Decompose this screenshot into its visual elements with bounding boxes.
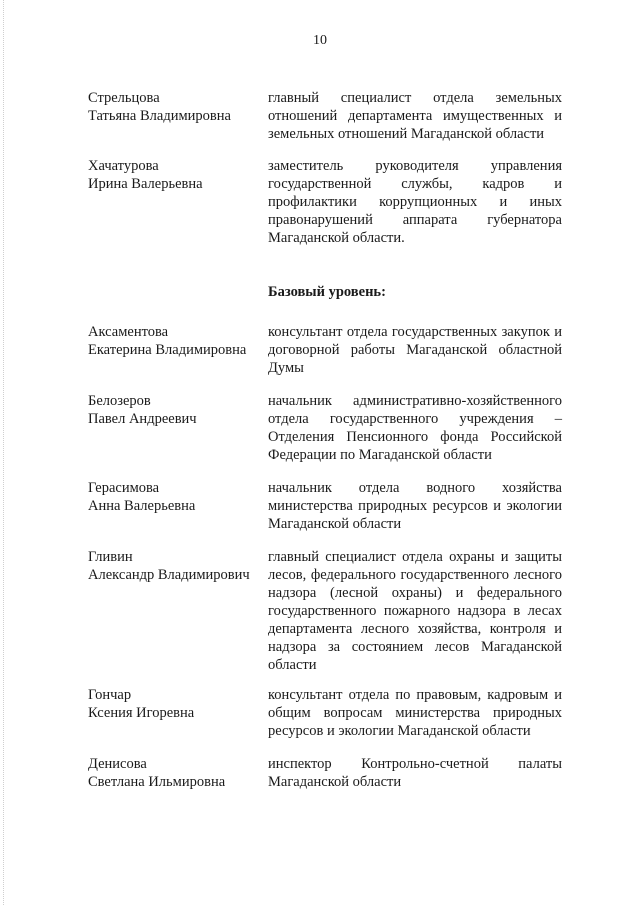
person-position: консультант отдела по правовым, кадровым и общим вопросам министерства природных ресурсов и экологии Магаданской области <box>268 687 562 739</box>
section-heading: Базовый уровень: <box>268 284 386 300</box>
person-name <box>88 479 263 515</box>
surname: Аксаментова <box>88 324 169 340</box>
surname: Белозеров <box>88 393 151 409</box>
surname: Денисова <box>88 756 147 772</box>
person-position: заместитель руководителя управления государственной службы, кадров и профилактики коррупционных и иных правонарушений аппарата губернатора Магаданской области. <box>268 158 562 246</box>
surname: Гливин <box>88 549 133 565</box>
scan-edge <box>3 0 5 905</box>
surname: Хачатурова <box>88 158 159 174</box>
given-name: Екатерина Владимировна <box>88 342 247 358</box>
surname: Гончар <box>88 687 132 703</box>
given-name: Ксения Игоревна <box>88 705 195 721</box>
given-name: Светлана Ильмировна <box>88 774 226 790</box>
surname: Герасимова <box>88 480 160 496</box>
person-name <box>88 548 263 584</box>
person-position: главный специалист отдела земельных отношений департамента имущественных и земельных отношений Магаданской области <box>268 90 562 142</box>
person-position: консультант отдела государственных закупок и договорной работы Магаданской областной Думы <box>268 324 562 376</box>
given-name: Анна Валерьевна <box>88 498 196 514</box>
person-name <box>88 392 263 428</box>
given-name: Александр Владимирович <box>88 567 250 583</box>
given-name: Павел Андреевич <box>88 411 197 427</box>
person-name <box>88 755 263 791</box>
given-name: Татьяна Владимировна <box>88 108 231 124</box>
person-name <box>88 686 263 722</box>
person-name <box>88 323 263 359</box>
person-name <box>88 89 263 125</box>
page-number: 10 <box>313 33 327 48</box>
person-position: начальник отдела водного хозяйства министерства природных ресурсов и экологии Магаданской области <box>268 480 562 532</box>
person-position: главный специалист отдела охраны и защиты лесов, федерального государственного лесного надзора (лесной охраны) и федерального государственного пожарного надзора в лесах департамента лесного хозяйства, контроля и надзора за состоянием лесов Магаданской области <box>268 549 562 673</box>
person-position: начальник административно-хозяйственного отдела государственного учреждения – Отделения Пенсионного фонда Российской Федерации по Магаданской области <box>268 393 562 463</box>
person-position: инспектор Контрольно-счетной палаты Магаданской области <box>268 756 562 790</box>
surname: Стрельцова <box>88 90 160 106</box>
given-name: Ирина Валерьевна <box>88 176 203 192</box>
person-name <box>88 157 263 193</box>
